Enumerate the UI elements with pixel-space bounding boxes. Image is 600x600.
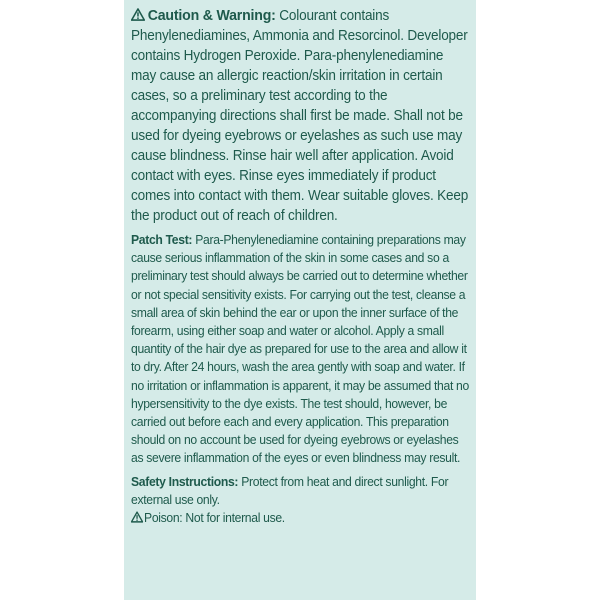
- poison-warning-icon: [131, 511, 143, 523]
- caution-body: Colourant contains Phenylenediamines, Ammonia and Resorcinol. Developer contains Hydrogen Peroxide. Para-phenylenediamine may cause an allergic reaction/skin irritation in certain cases, so a preliminary test according to the accompanying directions shall first be made. Shall not be used for dyeing eyebrows or eyelashes as such use may cause blindness. Rinse hair well after application. Avoid contact with eyes. Rinse eyes immediately if product comes into contact with them. Wear suitable gloves. Keep the product out of reach of children.: [131, 8, 469, 224]
- patch-test-title: Patch Test:: [131, 232, 193, 247]
- patch-test-paragraph: [131, 231, 470, 468]
- safety-body: Protect from heat and direct sunlight. For external use only.: [131, 473, 449, 507]
- poison-text: Poison: Not for internal use.: [144, 510, 285, 526]
- warning-label-panel: [124, 0, 476, 600]
- patch-test-body: Para-Phenylenediamine containing preparations may cause serious inflammation of the skin in some cases and so a preliminary test should always be carried out to determine whether or not special sensitivity exists. For carrying out the test, cleanse a small area of skin behind the ear or upon the inner surface of the forearm, using either soap and water or alcohol. Apply a small quantity of the hair dye as prepared for use to the area and allow it to dry. After 24 hours, wash the area gently with soap and water. If no irritation or inflammation is apparent, it may be assumed that no hypersensitivity to the dye exists. The test should, however, be carried out before each and every application. This preparation should on no account be used for dyeing eyebrows or eyelashes as severe inflammation of the eyes or even blindness may result.: [131, 232, 469, 466]
- caution-paragraph: [131, 6, 470, 226]
- poison-line: [131, 509, 470, 527]
- caution-title: Caution & Warning:: [147, 7, 276, 24]
- label-text: [131, 6, 470, 527]
- warning-triangle-icon: [131, 8, 145, 21]
- safety-title: Safety Instructions:: [131, 473, 239, 489]
- safety-paragraph: [131, 473, 470, 509]
